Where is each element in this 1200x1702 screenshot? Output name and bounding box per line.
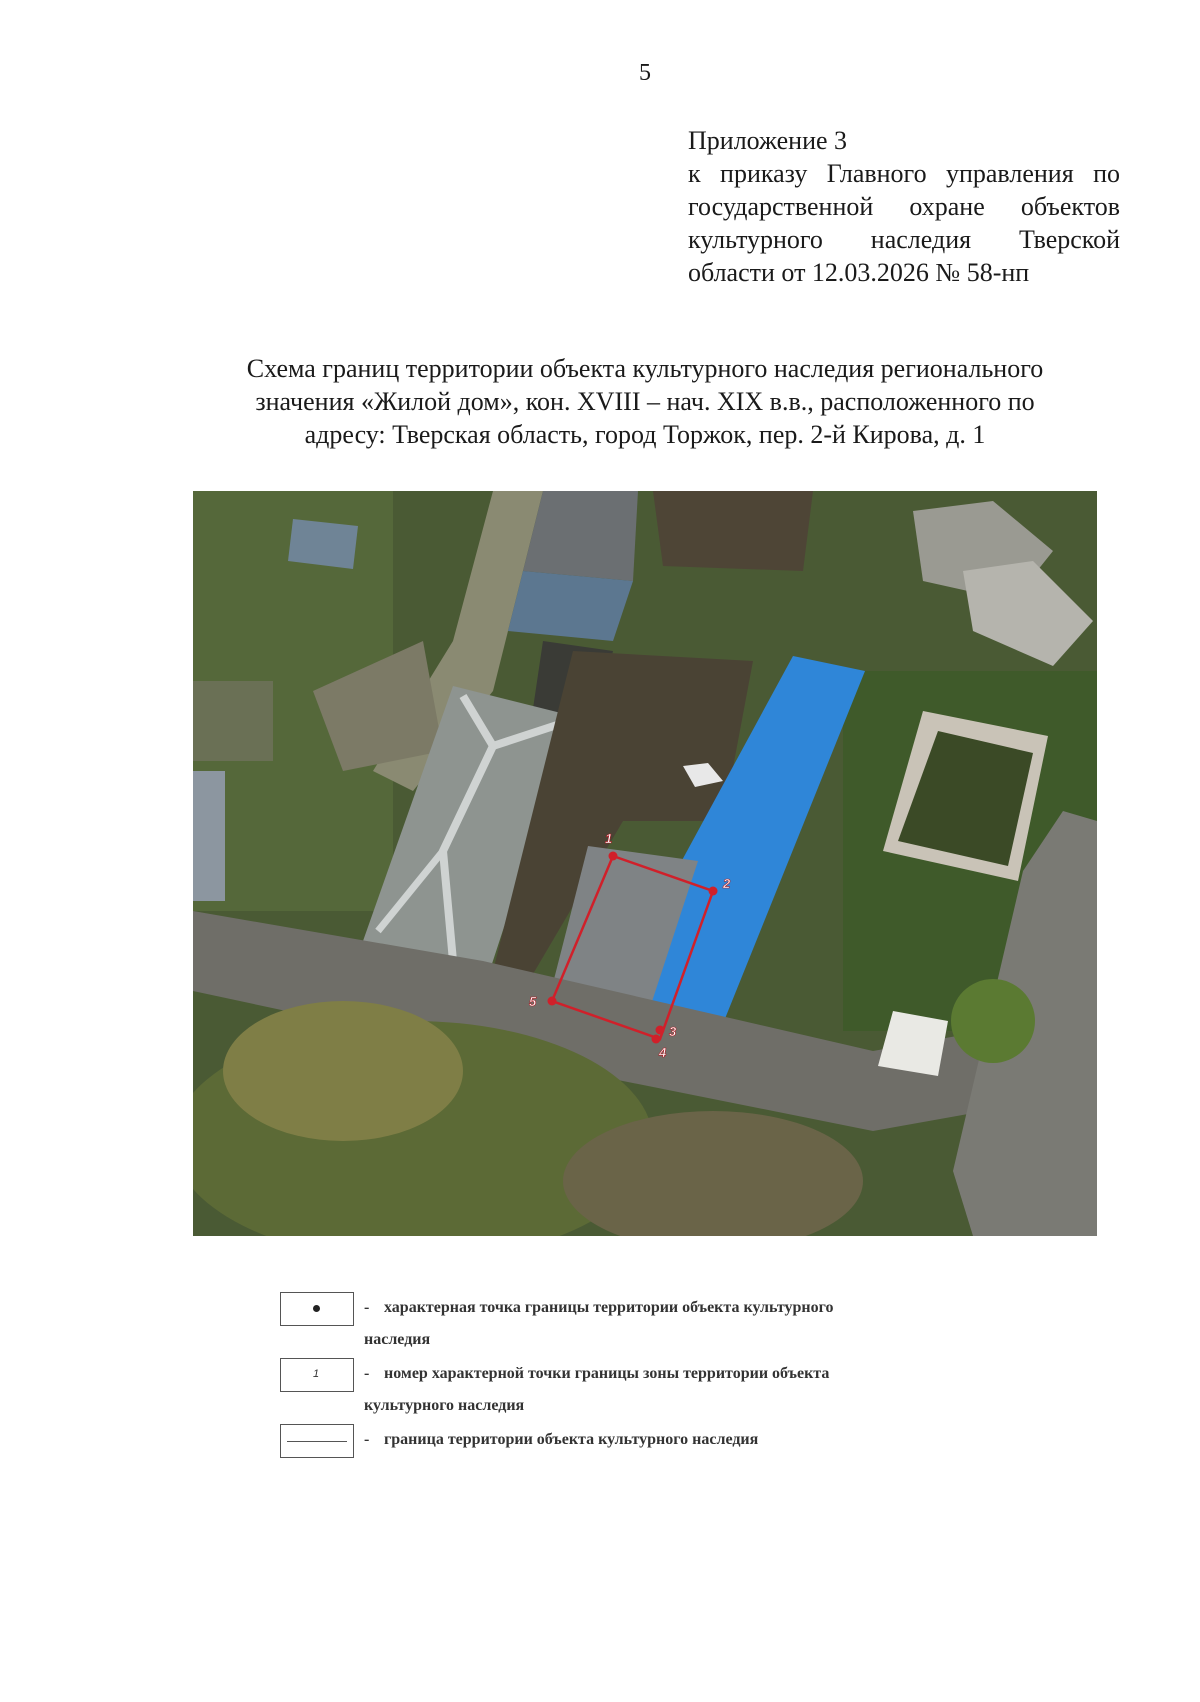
legend-item-number: [280, 1358, 980, 1422]
scheme-title-line-3: адресу: Тверская область, город Торжок, пер. 2-й Кирова, д. 1: [304, 420, 986, 449]
boundary-point-3: [656, 1026, 665, 1035]
legend-line-text: граница территории объекта культурного наследия: [384, 1431, 759, 1448]
point-dot-icon: [313, 1305, 320, 1312]
appendix-line-5: области от 12.03.2026 № 58-нп: [688, 258, 1030, 287]
map-trees-bottom-b: [223, 1001, 463, 1141]
appendix-line-1: Приложение 3: [688, 126, 848, 155]
boundary-point-2: [709, 887, 718, 896]
legend-number-text-a: номер характерной точки границы зоны территории объекта: [384, 1365, 830, 1382]
map-structure-left-b: [193, 681, 273, 761]
map-building-top-b: [508, 571, 633, 641]
map-tree-right: [951, 979, 1035, 1063]
legend-dash: -: [364, 1431, 370, 1448]
appendix-line-4: культурного наследия Тверской: [688, 225, 1120, 254]
scheme-title-line-2: значения «Жилой дом», кон. XVIII – нач. XIX в.в., расположенного по: [255, 387, 1035, 416]
point-number-sample: 1: [313, 1368, 320, 1380]
legend-number-symbol: [280, 1358, 354, 1392]
legend-dash: -: [364, 1299, 370, 1316]
appendix-line-2: к приказу Главного управления по: [688, 159, 1120, 188]
legend-number-text-b: культурного наследия: [364, 1397, 525, 1414]
boundary-point-label-2: 2: [723, 876, 731, 891]
legend-point-text-a: характерная точка границы территории объекта культурного: [384, 1299, 834, 1316]
legend-point-symbol: [280, 1292, 354, 1326]
boundary-line-icon: [287, 1441, 347, 1442]
boundary-point-label-4: 4: [659, 1045, 667, 1060]
map-building-top-c: [653, 491, 813, 571]
page-number: 5: [639, 60, 651, 86]
boundary-point-label-3: 3: [669, 1024, 677, 1039]
map-building-top-a: [523, 491, 638, 581]
legend-item-point: [280, 1292, 980, 1356]
legend: [280, 1292, 980, 1488]
appendix-header: [688, 124, 1120, 289]
boundary-point-1: [609, 852, 618, 861]
boundary-point-label-1: 1: [605, 831, 613, 846]
boundary-point-4: [652, 1035, 661, 1044]
legend-point-text-b: наследия: [364, 1331, 431, 1348]
legend-line-symbol: [280, 1424, 354, 1458]
boundary-point-5: [548, 997, 557, 1006]
boundary-point-label-5: 5: [529, 994, 537, 1009]
map-shed: [288, 519, 358, 569]
scheme-title: [150, 352, 1140, 451]
appendix-line-3: государственной охране объектов: [688, 192, 1120, 221]
legend-dash: -: [364, 1365, 370, 1382]
scheme-title-line-1: Схема границ территории объекта культурного наследия регионального: [246, 354, 1044, 383]
aerial-map: [193, 491, 1097, 1236]
legend-item-line: [280, 1424, 980, 1488]
map-structure-left-a: [193, 771, 225, 901]
